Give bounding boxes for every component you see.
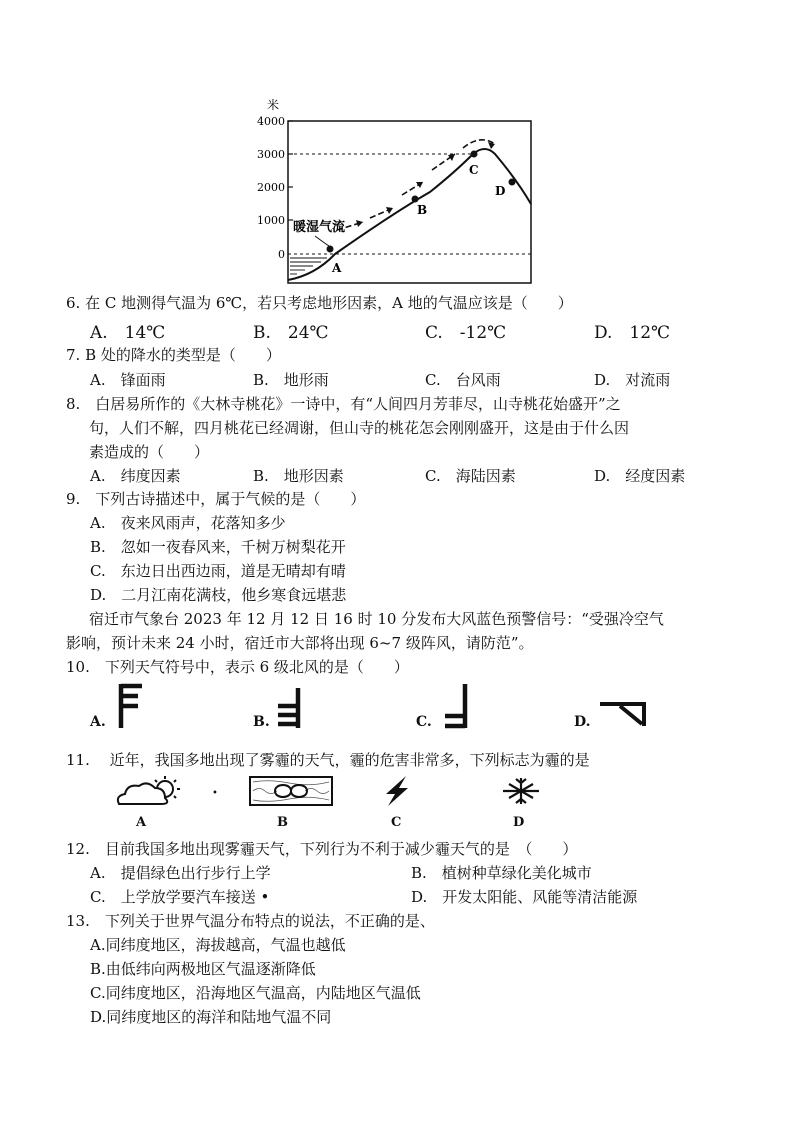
q11-stem: 11. 近年，我国多地出现了雾霾的天气，霾的危害非常多，下列标志为霾的是	[66, 751, 590, 769]
q9-option-d[interactable]: D. 二月江南花满枝，他乡寒食远堪悲	[90, 586, 347, 604]
q11-label-b: B	[277, 815, 288, 830]
q12-option-d[interactable]: D. 开发太阳能、风能等清洁能源	[411, 888, 638, 906]
q13-stem: 13. 下列关于世界气温分布特点的说法，不正确的是、	[66, 912, 435, 930]
q11-label-c: C	[391, 815, 402, 830]
y-ticks	[257, 115, 285, 261]
q13-option-d[interactable]: D.同纬度地区的海洋和陆地气温不同	[90, 1008, 332, 1026]
q6-option-a[interactable]: A. 14℃	[90, 323, 166, 343]
label-d: D	[495, 184, 506, 198]
q7-stem: 7. B 处的降水的类型是（ ）	[66, 346, 281, 364]
terrain-rainfall-figure	[255, 92, 545, 292]
q8-stem-line-1: 8. 白居易所作的《大林寺桃花》一诗中，有“人间四月芳菲尽，山寺桃花始盛开”之	[66, 395, 621, 413]
q6-option-b[interactable]: B. 24℃	[253, 323, 329, 343]
point-d-dot	[509, 179, 516, 186]
q7-option-d[interactable]: D. 对流雨	[594, 371, 671, 389]
tick-3000: 3000	[257, 148, 285, 161]
lightning-icon[interactable]	[380, 774, 414, 808]
q9-option-a[interactable]: A. 夜来风雨声，花落知多少	[90, 514, 286, 532]
q7-option-b[interactable]: B. 地形雨	[253, 371, 329, 389]
label-b: B	[417, 203, 428, 217]
passage-line-1: 宿迁市气象台 2023 年 12 月 12 日 16 时 10 分发布大风蓝色预警信号：“受强冷空气	[89, 610, 664, 628]
q13-option-b[interactable]: B.由低纬向两极地区气温逐渐降低	[90, 960, 316, 978]
mountain-profile	[288, 149, 531, 280]
q8-stem-line-2: 句，人们不解，四月桃花已经凋谢，但山寺的桃花怎会刚刚盛开，这是由于什么因	[89, 419, 630, 437]
haze-symbol-icon[interactable]	[249, 776, 333, 806]
wind-symbol-a[interactable]	[108, 682, 148, 730]
cloud-sun-icon[interactable]	[113, 774, 189, 810]
label-a: A	[332, 261, 342, 275]
wind-symbol-b[interactable]	[272, 686, 312, 732]
q11-label-d: D	[513, 815, 525, 830]
tick-4000: 4000	[257, 115, 285, 128]
tick-2000: 2000	[257, 181, 285, 194]
q9-option-c[interactable]: C. 东边日出西边雨，道是无晴却有晴	[90, 562, 346, 580]
q12-option-c[interactable]: C. 上学放学要汽车接送 •	[90, 888, 270, 906]
q6-stem: 6. 在 C 地测得气温为 6℃，若只考虑地形因素，A 地的气温应该是（ ）	[66, 294, 573, 312]
q12-option-a[interactable]: A. 提倡绿色出行步行上学	[90, 864, 271, 882]
q9-stem: 9. 下列古诗描述中，属于气候的是（ ）	[66, 490, 366, 508]
q8-stem-line-3: 素造成的（ ）	[89, 443, 210, 461]
q10-option-b-label[interactable]: B.	[253, 714, 270, 730]
figure-frame	[288, 121, 531, 283]
q12-stem: 12. 目前我国多地出现雾霾天气，下列行为不利于减少霾天气的是 （ ）	[66, 840, 578, 858]
stray-dot: •	[212, 788, 218, 799]
q11-label-a: A	[136, 815, 147, 830]
q10-option-d-label[interactable]: D.	[574, 714, 591, 730]
q6-option-d[interactable]: D. 12℃	[594, 323, 671, 343]
q6-option-c[interactable]: C. -12℃	[425, 323, 507, 343]
q9-option-b[interactable]: B. 忽如一夜春风来，千树万树梨花开	[90, 538, 346, 556]
point-a-dot	[327, 246, 334, 253]
airflow-label: 暖湿气流	[293, 220, 346, 235]
q7-option-a[interactable]: A. 锋面雨	[90, 371, 166, 389]
passage-line-2: 影响，预计未来 24 小时，宿迁市大部将出现 6~7 级阵风，请防范”。	[66, 634, 534, 652]
q13-option-c[interactable]: C.同纬度地区，沿海地区气温高，内陆地区气温低	[90, 984, 421, 1002]
q12-option-b[interactable]: B. 植树种草绿化美化城市	[411, 864, 592, 882]
label-c: C	[469, 163, 479, 177]
q8-option-b[interactable]: B. 地形因素	[253, 467, 344, 485]
q10-option-a-label[interactable]: A.	[90, 714, 106, 730]
tick-1000: 1000	[257, 214, 285, 227]
q7-option-c[interactable]: C. 台风雨	[425, 371, 501, 389]
q8-option-c[interactable]: C. 海陆因素	[425, 467, 516, 485]
q10-option-c-label[interactable]: C.	[416, 714, 432, 730]
q13-option-a[interactable]: A.同纬度地区，海拔越高，气温也越低	[90, 936, 346, 954]
q8-option-a[interactable]: A. 纬度因素	[90, 467, 181, 485]
snowflake-icon[interactable]	[499, 776, 543, 806]
tick-0: 0	[278, 248, 285, 261]
wind-symbol-d[interactable]	[596, 700, 652, 730]
q8-option-d[interactable]: D. 经度因素	[594, 467, 686, 485]
q10-stem: 10. 下列天气符号中，表示 6 级北风的是（ ）	[66, 658, 409, 676]
point-b-dot	[412, 196, 419, 203]
wind-symbol-c[interactable]	[437, 682, 477, 732]
point-c-dot	[471, 151, 478, 158]
y-axis-unit: 米	[267, 98, 280, 112]
